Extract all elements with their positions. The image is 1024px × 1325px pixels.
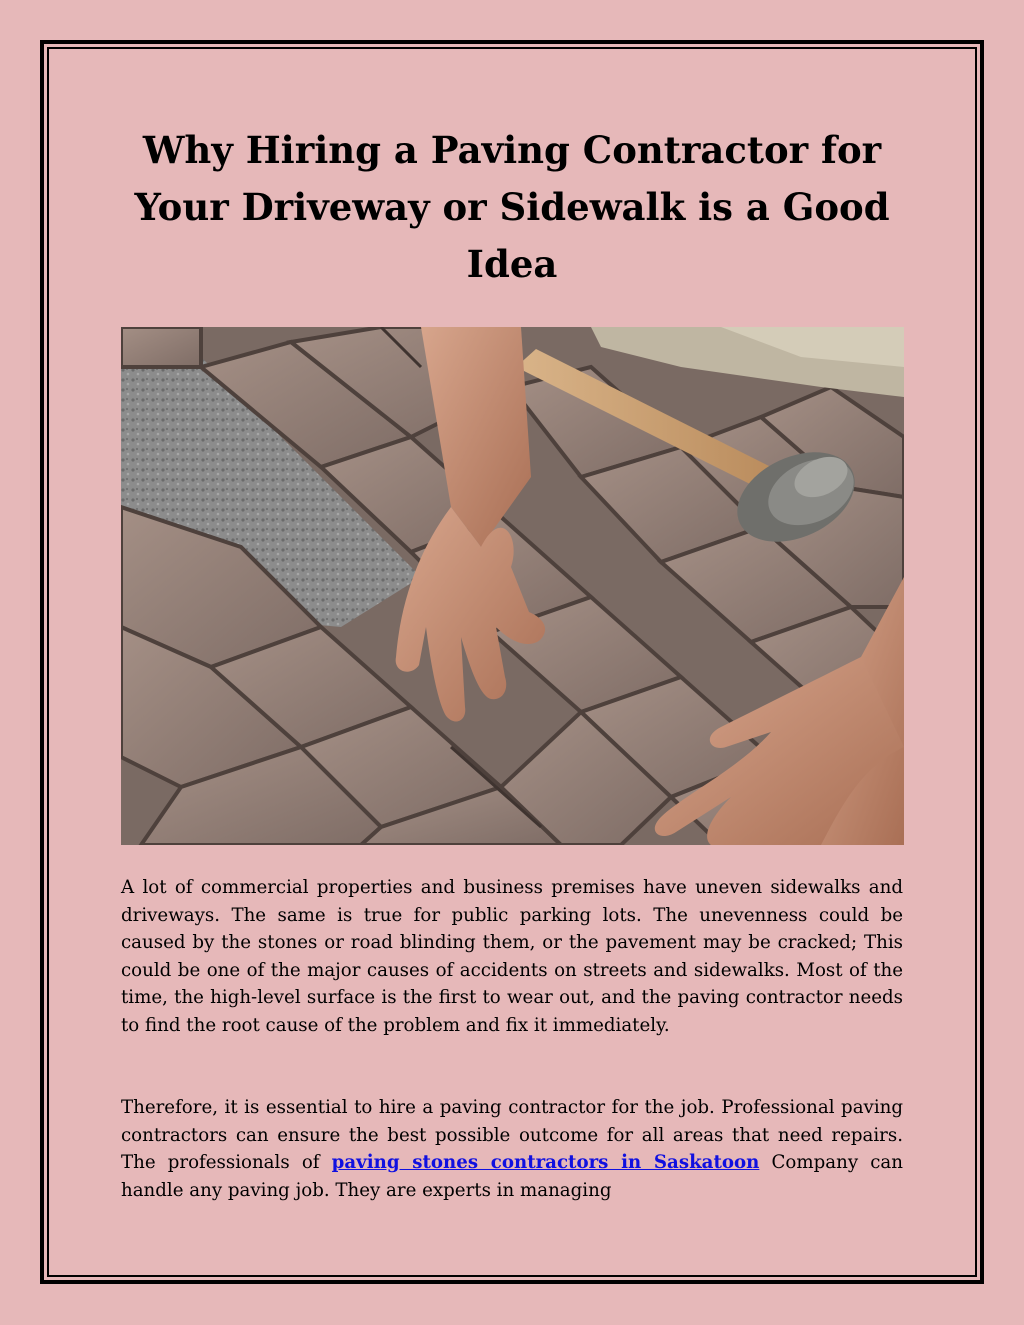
paving-contractors-link[interactable]: paving stones contractors in Saskatoon (331, 1152, 760, 1173)
paving-photo (121, 327, 904, 845)
paragraph-text-before-link: Therefore, it is essential to hire a paving contractor for the job. Professional paving contractors can ensure the best possible outcome for all areas that need repairs. The professionals of (121, 1097, 903, 1173)
document-title: Why Hiring a Paving Contractor for Your Driveway or Sidewalk is a Good Idea (134, 128, 890, 286)
paragraph-hire-contractor (121, 1094, 903, 1204)
paragraph-intro: A lot of commercial properties and business premises have uneven sidewalks and driveways. The same is true for public parking lots. The unevenness could be caused by the stones or road blinding them, or the pavement may be cracked; This could be one of the major causes of accidents on streets and sidewalks. Most of the time, the high-level surface is the first to wear out, and the paving contractor needs to find the root cause of the problem and fix it immediately. (121, 877, 903, 1036)
paragraph-text-after-link: Company can handle any paving job. They are experts in managing (121, 1152, 903, 1201)
